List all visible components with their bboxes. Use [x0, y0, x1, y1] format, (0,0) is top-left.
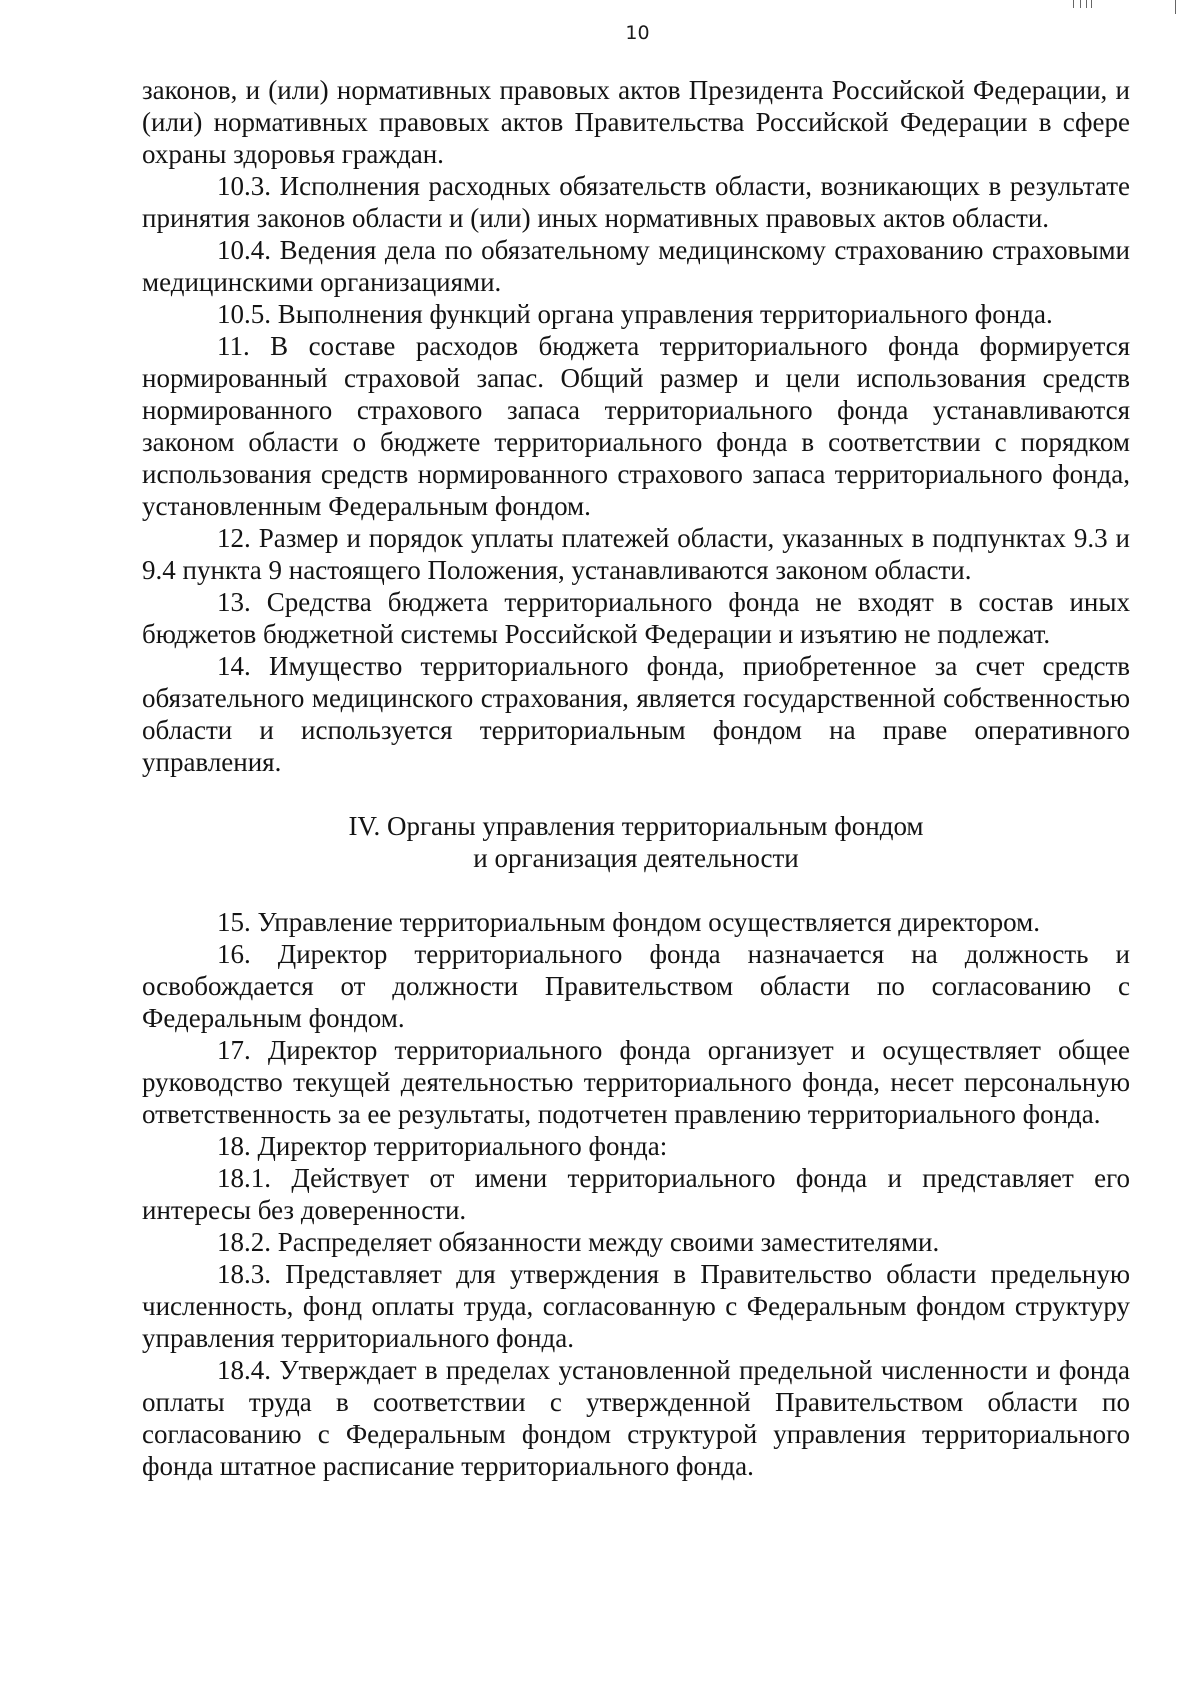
document-body: [142, 74, 1130, 1482]
paragraph-10-5: 10.5. Выполнения функций органа управления территориального фонда.: [217, 299, 1053, 329]
page-number: 10: [625, 22, 650, 44]
paragraph-11: 11. В составе расходов бюджета территориального фонда формируется нормированный страховой запас. Общий размер и цели использования средств нормированного страхового запаса территориального фонда устанавливаются законом области о бюджете территориального фонда в соответствии с порядком использования средств нормированного страхового запаса территориального фонда, установленным Федеральным фондом.: [142, 331, 1130, 521]
paragraph-18-4: 18.4. Утверждает в пределах установленной предельной численности и фонда оплаты труда в соответствии с утвержденной Правительством области по согласованию с Федеральным фондом структурой управления территориального фонда штатное расписание территориального фонда.: [142, 1355, 1130, 1481]
paragraph-continuation: законов, и (или) нормативных правовых актов Президента Российской Федерации, и (или) нормативных правовых актов Правительства Российской Федерации в сфере охраны здоровья граждан.: [142, 75, 1130, 169]
paragraph-18: 18. Директор территориального фонда:: [217, 1131, 668, 1161]
paragraph-16: 16. Директор территориального фонда назначается на должность и освобождается от должности Правительством области по согласованию с Федеральным фондом.: [142, 939, 1130, 1033]
scan-artifact-mark: [1073, 0, 1074, 8]
paragraph-17: 17. Директор территориального фонда организует и осуществляет общее руководство текущей деятельностью территориального фонда, несет персональную ответственность за ее результаты, подотчетен правлению территориального фонда.: [142, 1035, 1130, 1129]
paragraph-13: 13. Средства бюджета территориального фонда не входят в состав иных бюджетов бюджетной системы Российской Федерации и изъятию не подлежат.: [142, 587, 1130, 649]
section-heading-line-2: и организация деятельности: [473, 843, 799, 873]
paragraph-12: 12. Размер и порядок уплаты платежей области, указанных в подпунктах 9.3 и 9.4 пункта 9 настоящего Положения, устанавливаются законом области.: [142, 523, 1130, 585]
paragraph-15: 15. Управление территориальным фондом осуществляется директором.: [217, 907, 1040, 937]
paragraph-10-3: 10.3. Исполнения расходных обязательств области, возникающих в результате принятия законов области и (или) иных нормативных правовых актов области.: [142, 171, 1130, 233]
section-heading-line-1: IV. Органы управления территориальным фондом: [348, 811, 924, 841]
paragraph-18-2: 18.2. Распределяет обязанности между своими заместителями.: [217, 1227, 940, 1257]
scan-artifact-mark: [1175, 0, 1176, 14]
scan-artifact-mark: [1091, 0, 1092, 8]
scan-artifact-mark: [1080, 0, 1081, 8]
scan-artifact-mark: [1086, 0, 1087, 8]
paragraph-18-3: 18.3. Представляет для утверждения в Правительство области предельную численность, фонд оплаты труда, согласованную с Федеральным фондом структуру управления территориального фонда.: [142, 1259, 1130, 1353]
paragraph-18-1: 18.1. Действует от имени территориального фонда и представляет его интересы без доверенности.: [142, 1163, 1130, 1225]
paragraph-10-4: 10.4. Ведения дела по обязательному медицинскому страхованию страховыми медицинскими организациями.: [142, 235, 1130, 297]
section-heading: [142, 810, 1130, 874]
paragraph-14: 14. Имущество территориального фонда, приобретенное за счет средств обязательного медицинского страхования, является государственной собственностью области и используется территориальным фондом на праве оперативного управления.: [142, 651, 1130, 777]
